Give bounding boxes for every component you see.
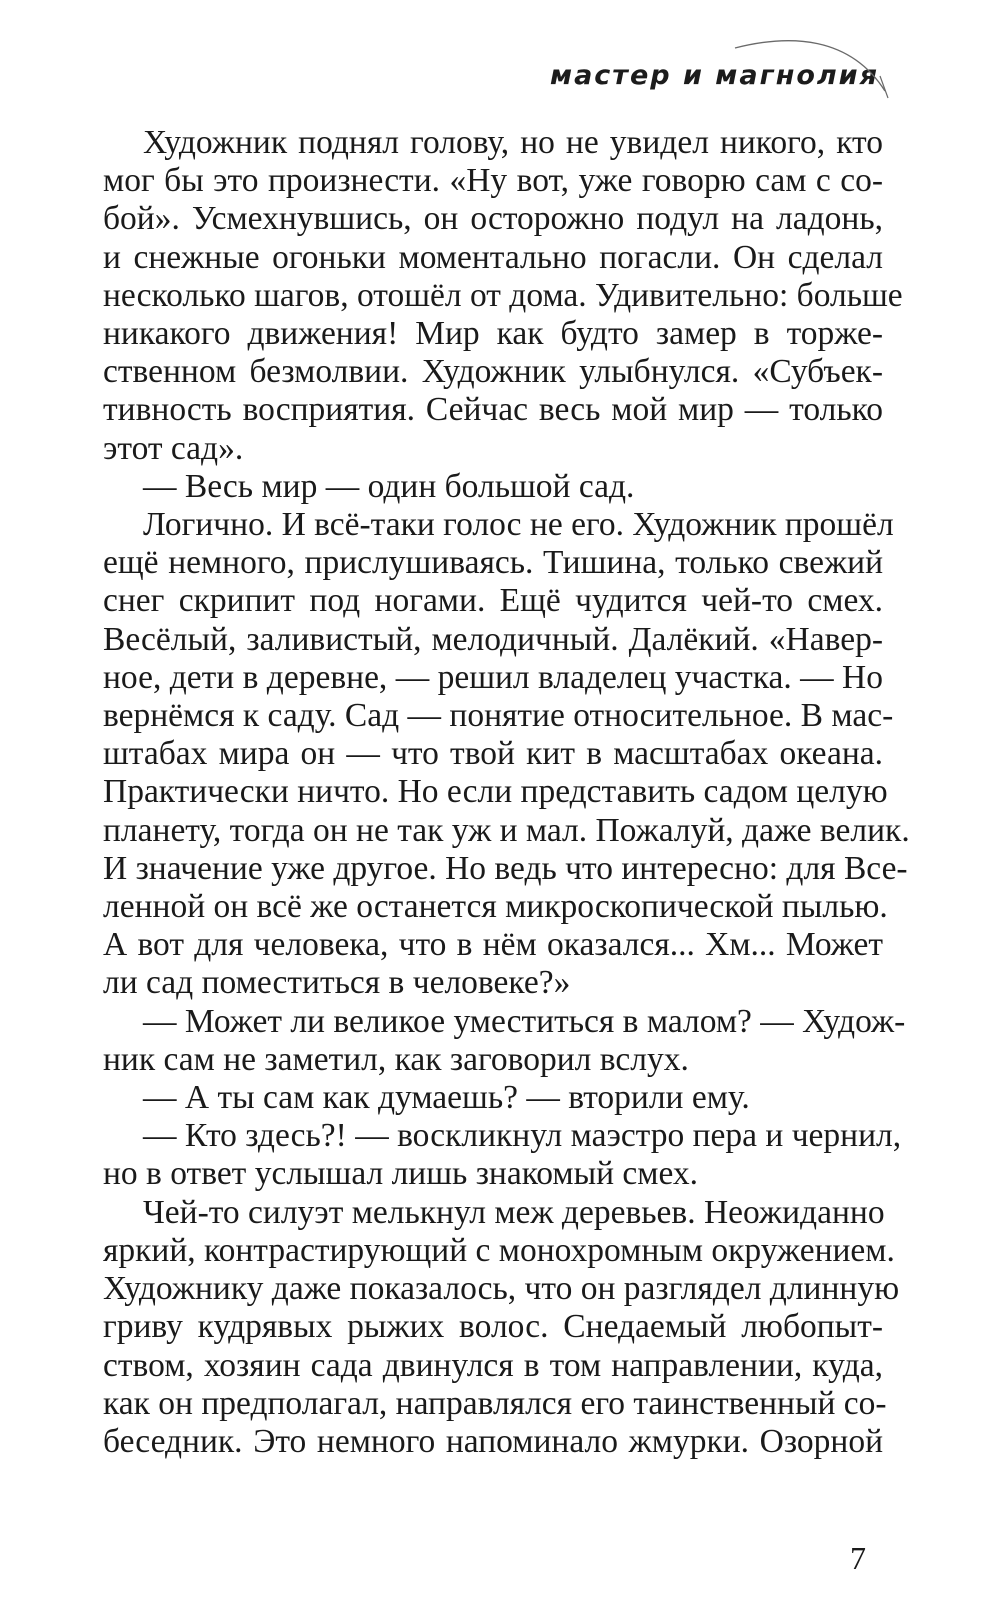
text-line: — А ты сам как думаешь? — вторили ему. (143, 1079, 750, 1117)
text-line: яркий, контрастирующий с монохромным окружением. (103, 1231, 895, 1269)
text-line: И значение уже другое. Но ведь что интересно: для Все- (103, 849, 908, 887)
text-line: но в ответ услышал лишь знакомый смех. (103, 1155, 699, 1193)
text-line: этот сад». (103, 429, 244, 467)
text-line: никакого движения! Мир как будто замер в торже- (103, 315, 883, 353)
running-header (550, 52, 880, 102)
text-line: и снежные огоньки моментально погасли. Он сделал (103, 238, 883, 276)
text-line: гриву кудрявых рыжих волос. Снедаемый любопыт- (103, 1308, 883, 1346)
text-line: ством, хозяин сада двинулся в том направлении, куда, (103, 1346, 883, 1384)
text-line: Чей-то силуэт мелькнул меж деревьев. Неожиданно (143, 1193, 885, 1231)
text-line: мог бы это произнести. «Ну вот, уже говорю сам с со- (103, 162, 883, 200)
text-line: ли сад поместиться в человеке?» (103, 964, 571, 1002)
text-line: ещё немного, прислушиваясь. Тишина, только свежий (103, 544, 883, 582)
text-line: Практически ничто. Но если представить садом целую (103, 773, 888, 811)
text-line: ственном безмолвии. Художник улыбнулся. «Субъек- (103, 353, 883, 391)
text-line: как он предполагал, направлялся его таинственный со- (103, 1384, 887, 1422)
text-line: беседник. Это немного напоминало жмурки. Озорной (103, 1422, 883, 1460)
text-line: ленной он всё же останется микроскопической пылью. (103, 888, 888, 926)
text-line: ное, дети в деревне, — решил владелец участка. — Но (103, 658, 883, 696)
text-line: тивность восприятия. Сейчас весь мой мир — только (103, 391, 883, 429)
text-line: планету, тогда он не так уж и мал. Пожалуй, даже велик. (103, 811, 910, 849)
text-line: Художнику даже показалось, что он разглядел длинную (103, 1270, 900, 1308)
page-number: 7 (850, 1540, 866, 1576)
text-line: бой». Усмехнувшись, он осторожно подул на ладонь, (103, 200, 883, 238)
text-line: Весёлый, заливистый, мелодичный. Далёкий. «Навер- (103, 620, 883, 658)
text-line: снег скрипит под ногами. Ещё чудится чей-то смех. (103, 582, 883, 620)
text-line: ник сам не заметил, как заговорил вслух. (103, 1040, 689, 1078)
text-line: Художник поднял голову, но не увидел никого, кто (143, 124, 883, 161)
text-line: — Кто здесь?! — воскликнул маэстро пера и чернил, (143, 1117, 902, 1155)
text-line: — Может ли великое уместиться в малом? — Худож- (143, 1002, 906, 1040)
text-line: Логично. И всё-таки голос не его. Художник прошёл (143, 506, 894, 544)
text-line: А вот для человека, что в нём оказался... Хм... Может (103, 926, 883, 964)
text-line: штабах мира он — что твой кит в масштабах океана. (103, 735, 883, 773)
decorative-arc-icon (730, 36, 890, 106)
running-title: мастер и магнолия (550, 60, 879, 91)
text-line: — Весь мир — один большой сад. (143, 467, 635, 505)
body-text (103, 124, 910, 1461)
text-line: вернёмся к саду. Сад — понятие относительное. В мас- (103, 697, 894, 735)
text-line: несколько шагов, отошёл от дома. Удивительно: больше (103, 276, 903, 314)
